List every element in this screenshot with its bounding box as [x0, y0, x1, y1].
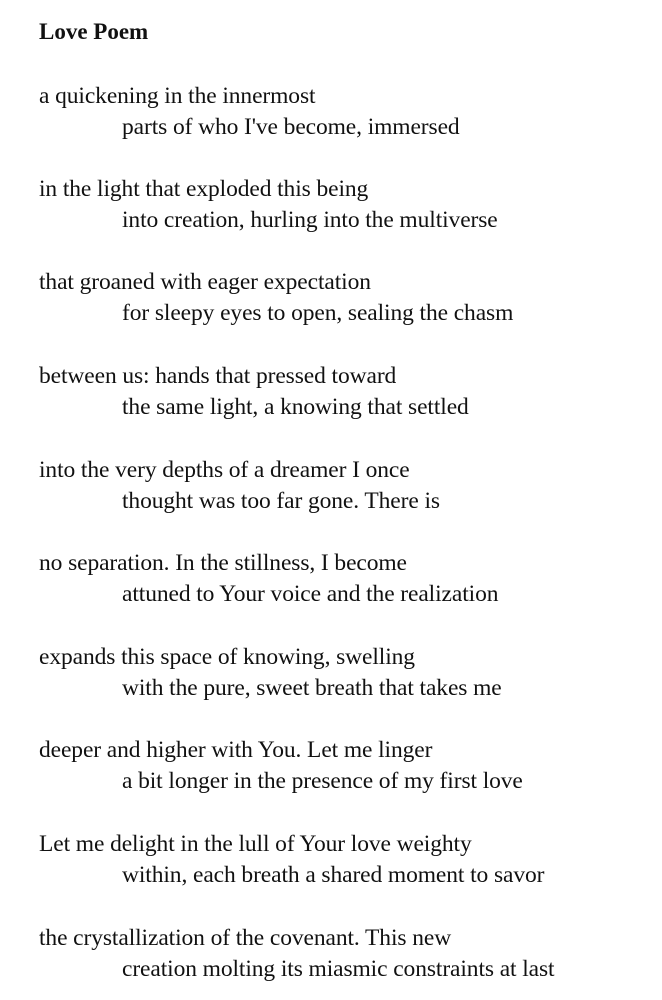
- stanza-line-indented: creation molting its miasmic constraints at last: [122, 956, 555, 982]
- stanza-line: a quickening in the innermost: [39, 83, 316, 109]
- stanza: [39, 642, 659, 704]
- stanza: [39, 923, 659, 985]
- stanza-line-indented: the same light, a knowing that settled: [122, 394, 469, 420]
- stanza: [39, 81, 659, 143]
- stanza-line-indented: for sleepy eyes to open, sealing the chasm: [122, 300, 514, 326]
- stanza-line: into the very depths of a dreamer I once: [39, 457, 410, 483]
- stanza-line: in the light that exploded this being: [39, 176, 369, 202]
- stanza-line-indented: within, each breath a shared moment to savor: [122, 862, 545, 888]
- stanza: [39, 267, 659, 329]
- stanza-line-indented: with the pure, sweet breath that takes me: [122, 675, 502, 701]
- stanza-line-indented: thought was too far gone. There is: [122, 488, 440, 514]
- stanza-line: deeper and higher with You. Let me linger: [39, 737, 433, 763]
- stanza-line-indented: attuned to Your voice and the realization: [122, 581, 499, 607]
- stanza-line-indented: parts of who I've become, immersed: [122, 114, 460, 140]
- stanza-line-indented: into creation, hurling into the multiverse: [122, 207, 498, 233]
- stanza: [39, 455, 659, 517]
- stanza-line: between us: hands that pressed toward: [39, 363, 397, 389]
- stanza-line: no separation. In the stillness, I become: [39, 550, 407, 576]
- stanza: [39, 829, 659, 891]
- stanza: [39, 174, 659, 236]
- stanza: [39, 361, 659, 423]
- poem-title: Love Poem: [39, 19, 149, 44]
- stanza-line-indented: a bit longer in the presence of my first love: [122, 768, 523, 794]
- stanza: [39, 735, 659, 797]
- stanza-line: the crystallization of the covenant. This new: [39, 925, 452, 951]
- stanza-line: that groaned with eager expectation: [39, 269, 371, 295]
- stanza-line: expands this space of knowing, swelling: [39, 644, 415, 670]
- stanza-line: Let me delight in the lull of Your love weighty: [39, 831, 472, 857]
- stanza: [39, 548, 659, 610]
